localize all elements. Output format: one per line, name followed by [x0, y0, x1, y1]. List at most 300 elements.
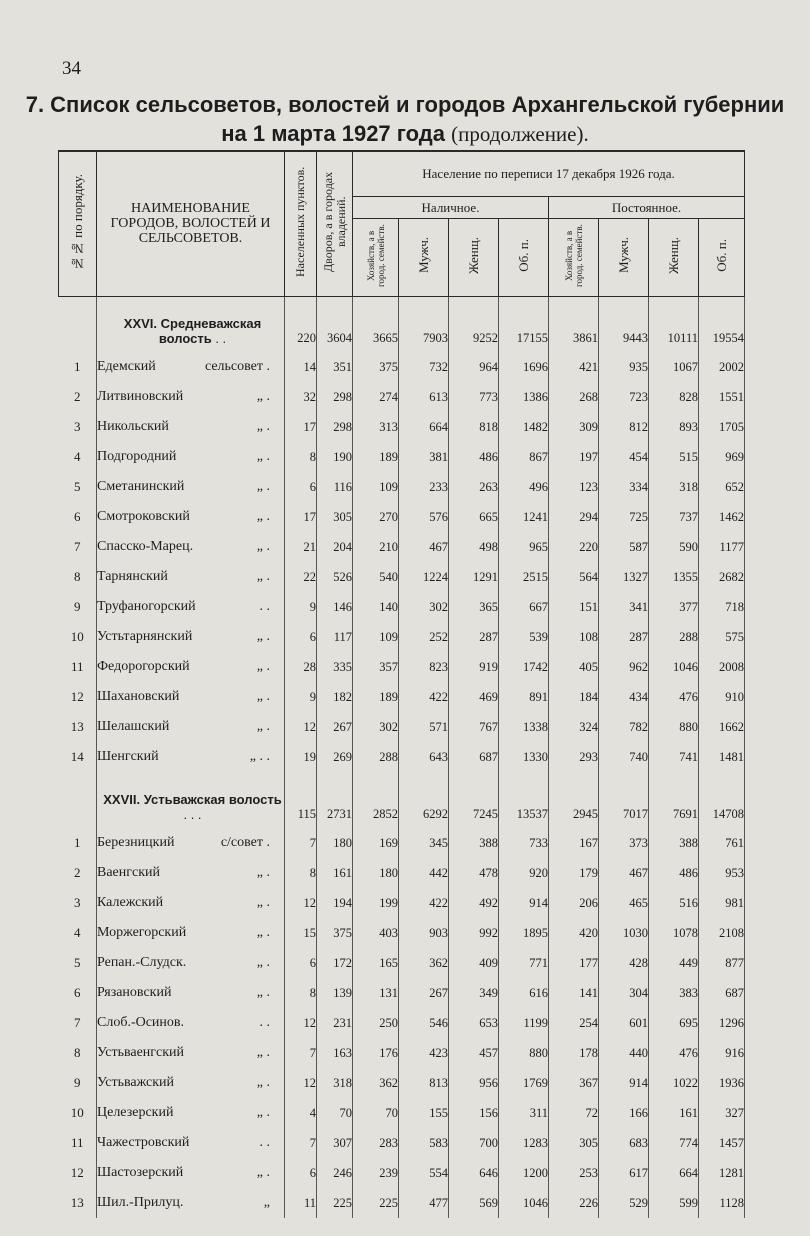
row-cell: 877: [699, 948, 745, 978]
row-cell: 309: [549, 412, 599, 442]
table-row: [59, 1098, 745, 1128]
page-number: 34: [62, 58, 81, 79]
row-cell: 117: [317, 622, 353, 652]
row-cell: 239: [353, 1158, 399, 1188]
row-index: 4: [74, 925, 81, 940]
row-cell: 992: [449, 918, 499, 948]
table-row: [59, 682, 745, 712]
section-index: [59, 772, 97, 828]
section-total-cell: 2731: [317, 772, 353, 828]
section-total-cell: 9252: [449, 296, 499, 352]
title-line-1: 7. Список сельсоветов, волостей и городов Архангельской губернии: [25, 92, 785, 117]
row-cell: 583: [399, 1128, 449, 1158]
row-name: Федорогорский „ .: [97, 652, 285, 682]
row-cell: 8: [285, 442, 317, 472]
row-cell: 700: [449, 1128, 499, 1158]
row-cell: 141: [549, 978, 599, 1008]
row-cell: 812: [599, 412, 649, 442]
row-cell: 761: [699, 828, 745, 858]
row-cell: 646: [449, 1158, 499, 1188]
section-total-cell: 3665: [353, 296, 399, 352]
row-index: 7: [74, 539, 81, 554]
row-cell: 269: [317, 742, 353, 772]
row-cell: 1936: [699, 1068, 745, 1098]
table-row: [59, 382, 745, 412]
row-cell: 1296: [699, 1008, 745, 1038]
row-cell: 421: [549, 352, 599, 382]
row-cell: 1742: [499, 652, 549, 682]
table-row: [59, 1038, 745, 1068]
row-cell: 2002: [699, 352, 745, 382]
row-cell: 732: [399, 352, 449, 382]
row-cell: 307: [317, 1128, 353, 1158]
row-cell: 131: [353, 978, 399, 1008]
row-cell: 767: [449, 712, 499, 742]
row-cell: 163: [317, 1038, 353, 1068]
row-cell: 302: [353, 712, 399, 742]
row-cell: 956: [449, 1068, 499, 1098]
row-cell: 695: [649, 1008, 699, 1038]
row-index: 12: [70, 689, 84, 704]
section-total-cell: 3604: [317, 296, 353, 352]
row-name: Шастозерский „ .: [97, 1158, 285, 1188]
table-row: [59, 978, 745, 1008]
row-index: 9: [74, 1075, 81, 1090]
row-cell: 250: [353, 1008, 399, 1038]
section-total-row: [59, 772, 745, 828]
row-cell: 919: [449, 652, 499, 682]
row-cell: 1128: [699, 1188, 745, 1218]
row-cell: 1462: [699, 502, 745, 532]
row-cell: 554: [399, 1158, 449, 1188]
row-cell: 914: [499, 888, 549, 918]
row-cell: 665: [449, 502, 499, 532]
row-name: Шенгский „ . .: [97, 742, 285, 772]
section-total-cell: 7017: [599, 772, 649, 828]
row-cell: 498: [449, 532, 499, 562]
row-cell: 367: [549, 1068, 599, 1098]
table-row: [59, 652, 745, 682]
row-cell: 683: [599, 1128, 649, 1158]
row-cell: 220: [549, 532, 599, 562]
row-cell: 576: [399, 502, 449, 532]
row-cell: 377: [649, 592, 699, 622]
row-cell: 9: [285, 592, 317, 622]
row-cell: 428: [599, 948, 649, 978]
row-cell: 180: [353, 858, 399, 888]
table-row: [59, 472, 745, 502]
row-cell: 1241: [499, 502, 549, 532]
row-cell: 1281: [699, 1158, 745, 1188]
row-cell: 11: [285, 1188, 317, 1218]
row-cell: 182: [317, 682, 353, 712]
row-cell: 2682: [699, 562, 745, 592]
header-households-present: Хозяйств, а в город. семейств.: [353, 218, 399, 296]
row-cell: 17: [285, 502, 317, 532]
row-cell: 267: [317, 712, 353, 742]
row-cell: 233: [399, 472, 449, 502]
table-row: [59, 1158, 745, 1188]
row-cell: 12: [285, 1068, 317, 1098]
table-row: [59, 562, 745, 592]
row-cell: 252: [399, 622, 449, 652]
row-cell: 935: [599, 352, 649, 382]
row-cell: 420: [549, 918, 599, 948]
row-cell: 206: [549, 888, 599, 918]
header-present: Наличное.: [353, 196, 549, 218]
table-row: [59, 352, 745, 382]
row-cell: 327: [699, 1098, 745, 1128]
row-name: Подгородний „ .: [97, 442, 285, 472]
row-cell: 652: [699, 472, 745, 502]
row-cell: 1551: [699, 382, 745, 412]
row-index: 12: [70, 1165, 84, 1180]
row-cell: 569: [449, 1188, 499, 1218]
row-cell: 823: [399, 652, 449, 682]
row-cell: 409: [449, 948, 499, 978]
row-cell: 962: [599, 652, 649, 682]
row-cell: 454: [599, 442, 649, 472]
row-name: Шахановский „ .: [97, 682, 285, 712]
row-cell: 381: [399, 442, 449, 472]
header-female-permanent: Женщ.: [649, 218, 699, 296]
row-cell: 1482: [499, 412, 549, 442]
row-cell: 109: [353, 472, 399, 502]
row-cell: 773: [449, 382, 499, 412]
row-cell: 813: [399, 1068, 449, 1098]
row-name: Устьтарнянский „ .: [97, 622, 285, 652]
row-name: Смотроковский „ .: [97, 502, 285, 532]
row-cell: 225: [353, 1188, 399, 1218]
section-total-cell: 220: [285, 296, 317, 352]
row-cell: 457: [449, 1038, 499, 1068]
row-name: Устьваенгский „ .: [97, 1038, 285, 1068]
row-cell: 540: [353, 562, 399, 592]
row-cell: 123: [549, 472, 599, 502]
row-cell: 231: [317, 1008, 353, 1038]
row-cell: 476: [649, 1038, 699, 1068]
row-cell: 28: [285, 652, 317, 682]
row-name: Шил.-Прилуц. „: [97, 1188, 285, 1218]
row-cell: 564: [549, 562, 599, 592]
row-cell: 287: [449, 622, 499, 652]
row-name: Ваенгский „ .: [97, 858, 285, 888]
row-cell: 166: [599, 1098, 649, 1128]
row-cell: 4: [285, 1098, 317, 1128]
row-cell: 7: [285, 828, 317, 858]
row-name: Рязановский „ .: [97, 978, 285, 1008]
section-total-cell: 2945: [549, 772, 599, 828]
row-cell: 516: [649, 888, 699, 918]
row-cell: 916: [699, 1038, 745, 1068]
header-female-present: Женщ.: [449, 218, 499, 296]
row-cell: 880: [649, 712, 699, 742]
row-cell: 1330: [499, 742, 549, 772]
row-cell: 139: [317, 978, 353, 1008]
row-cell: 6: [285, 948, 317, 978]
row-index: 5: [74, 479, 81, 494]
table-row: [59, 442, 745, 472]
row-cell: 263: [449, 472, 499, 502]
row-cell: 515: [649, 442, 699, 472]
row-cell: 1200: [499, 1158, 549, 1188]
row-cell: 268: [549, 382, 599, 412]
row-cell: 914: [599, 1068, 649, 1098]
section-total-cell: 17155: [499, 296, 549, 352]
row-cell: 969: [699, 442, 745, 472]
row-index: 3: [74, 419, 81, 434]
row-cell: 108: [549, 622, 599, 652]
row-cell: 351: [317, 352, 353, 382]
row-cell: 226: [549, 1188, 599, 1218]
row-cell: 6: [285, 622, 317, 652]
row-cell: 1067: [649, 352, 699, 382]
row-cell: 867: [499, 442, 549, 472]
row-cell: 335: [317, 652, 353, 682]
row-cell: 571: [399, 712, 449, 742]
section-index: [59, 296, 97, 352]
row-cell: 953: [699, 858, 745, 888]
row-cell: 32: [285, 382, 317, 412]
row-cell: 1386: [499, 382, 549, 412]
row-cell: 1224: [399, 562, 449, 592]
section-total-cell: 115: [285, 772, 317, 828]
row-cell: 434: [599, 682, 649, 712]
row-cell: 334: [599, 472, 649, 502]
row-cell: 288: [353, 742, 399, 772]
settlements-table: [58, 150, 745, 1218]
row-cell: 161: [649, 1098, 699, 1128]
row-cell: 526: [317, 562, 353, 592]
row-cell: 771: [499, 948, 549, 978]
row-cell: 161: [317, 858, 353, 888]
row-cell: 176: [353, 1038, 399, 1068]
row-cell: 529: [599, 1188, 649, 1218]
table-body: [59, 296, 745, 1218]
row-index: 10: [70, 629, 84, 644]
row-cell: 741: [649, 742, 699, 772]
row-cell: 2008: [699, 652, 745, 682]
row-index: 8: [74, 1045, 81, 1060]
row-cell: 288: [649, 622, 699, 652]
row-cell: 318: [649, 472, 699, 502]
row-cell: 246: [317, 1158, 353, 1188]
row-cell: 293: [549, 742, 599, 772]
row-cell: 388: [449, 828, 499, 858]
row-cell: 492: [449, 888, 499, 918]
row-cell: 467: [599, 858, 649, 888]
row-cell: 165: [353, 948, 399, 978]
section-total-cell: 6292: [399, 772, 449, 828]
row-cell: 189: [353, 442, 399, 472]
section-name: XXVI. Средневажская волость . .: [97, 296, 285, 352]
row-cell: 172: [317, 948, 353, 978]
table-row: [59, 1008, 745, 1038]
table-row: [59, 1188, 745, 1218]
row-cell: 477: [399, 1188, 449, 1218]
row-name: Слоб.-Осинов. . .: [97, 1008, 285, 1038]
table-row: [59, 742, 745, 772]
row-cell: 357: [353, 652, 399, 682]
row-cell: 197: [549, 442, 599, 472]
header-permanent: Постоянное.: [549, 196, 745, 218]
row-cell: 298: [317, 382, 353, 412]
row-cell: 349: [449, 978, 499, 1008]
row-cell: 476: [649, 682, 699, 712]
row-cell: 294: [549, 502, 599, 532]
row-cell: 465: [599, 888, 649, 918]
row-cell: 667: [499, 592, 549, 622]
row-cell: 21: [285, 532, 317, 562]
row-cell: 1078: [649, 918, 699, 948]
table-row: [59, 1128, 745, 1158]
table-row: [59, 948, 745, 978]
header-yards: Дворов, а в городах владений.: [317, 151, 353, 296]
row-cell: 177: [549, 948, 599, 978]
row-cell: 254: [549, 1008, 599, 1038]
row-name: Целезерский „ .: [97, 1098, 285, 1128]
row-name: Труфаногорский . .: [97, 592, 285, 622]
row-cell: 12: [285, 888, 317, 918]
row-cell: 774: [649, 1128, 699, 1158]
row-cell: 1895: [499, 918, 549, 948]
row-cell: 305: [317, 502, 353, 532]
row-index: 4: [74, 449, 81, 464]
header-index: №№ по порядку.: [59, 151, 97, 296]
row-cell: 893: [649, 412, 699, 442]
row-cell: 539: [499, 622, 549, 652]
table-row: [59, 412, 745, 442]
row-cell: 156: [449, 1098, 499, 1128]
row-cell: 725: [599, 502, 649, 532]
row-cell: 298: [317, 412, 353, 442]
row-cell: 184: [549, 682, 599, 712]
row-cell: 375: [317, 918, 353, 948]
row-cell: 587: [599, 532, 649, 562]
row-cell: 1481: [699, 742, 745, 772]
row-cell: 687: [699, 978, 745, 1008]
row-cell: 828: [649, 382, 699, 412]
row-name: Тарнянский „ .: [97, 562, 285, 592]
row-cell: 733: [499, 828, 549, 858]
row-cell: 167: [549, 828, 599, 858]
table-row: [59, 858, 745, 888]
row-cell: 274: [353, 382, 399, 412]
row-cell: 225: [317, 1188, 353, 1218]
row-cell: 305: [549, 1128, 599, 1158]
row-cell: 17: [285, 412, 317, 442]
table-header: [59, 151, 745, 296]
row-cell: 388: [649, 828, 699, 858]
row-cell: 910: [699, 682, 745, 712]
row-cell: 423: [399, 1038, 449, 1068]
row-cell: 469: [449, 682, 499, 712]
row-cell: 1338: [499, 712, 549, 742]
row-cell: 287: [599, 622, 649, 652]
row-name: Чажестровский . .: [97, 1128, 285, 1158]
row-cell: 194: [317, 888, 353, 918]
row-cell: 442: [399, 858, 449, 888]
row-cell: 19: [285, 742, 317, 772]
row-cell: 718: [699, 592, 745, 622]
row-cell: 109: [353, 622, 399, 652]
table-row: [59, 592, 745, 622]
row-cell: 7: [285, 1128, 317, 1158]
section-total-row: [59, 296, 745, 352]
row-cell: 1662: [699, 712, 745, 742]
table-row: [59, 502, 745, 532]
row-cell: 737: [649, 502, 699, 532]
row-cell: 1199: [499, 1008, 549, 1038]
row-cell: 486: [449, 442, 499, 472]
row-cell: 687: [449, 742, 499, 772]
row-cell: 1291: [449, 562, 499, 592]
row-index: 2: [74, 389, 81, 404]
row-cell: 179: [549, 858, 599, 888]
row-name: Сметанинский „ .: [97, 472, 285, 502]
row-cell: 617: [599, 1158, 649, 1188]
row-cell: 723: [599, 382, 649, 412]
row-name: Спасско-Марец. „ .: [97, 532, 285, 562]
row-cell: 14: [285, 352, 317, 382]
row-cell: 440: [599, 1038, 649, 1068]
header-households-permanent: Хозяйств, а в город. семейств.: [549, 218, 599, 296]
row-cell: 403: [353, 918, 399, 948]
row-cell: 8: [285, 978, 317, 1008]
row-cell: 601: [599, 1008, 649, 1038]
row-index: 13: [70, 719, 84, 734]
row-cell: 981: [699, 888, 745, 918]
row-cell: 15: [285, 918, 317, 948]
row-cell: 365: [449, 592, 499, 622]
table-row: [59, 888, 745, 918]
row-cell: 267: [399, 978, 449, 1008]
row-cell: 920: [499, 858, 549, 888]
row-index: 14: [70, 749, 84, 764]
row-cell: 283: [353, 1128, 399, 1158]
row-index: 11: [70, 659, 84, 674]
row-cell: 478: [449, 858, 499, 888]
row-name: Моржегорский „ .: [97, 918, 285, 948]
row-cell: 313: [353, 412, 399, 442]
row-cell: 1283: [499, 1128, 549, 1158]
row-name: Репан.-Слудск. „ .: [97, 948, 285, 978]
row-cell: 12: [285, 712, 317, 742]
row-cell: 782: [599, 712, 649, 742]
row-cell: 2515: [499, 562, 549, 592]
row-name: Березницкий с/совет .: [97, 828, 285, 858]
row-cell: 575: [699, 622, 745, 652]
row-index: 11: [70, 1135, 84, 1150]
page-title: [0, 90, 810, 149]
row-cell: 169: [353, 828, 399, 858]
row-cell: 903: [399, 918, 449, 948]
row-cell: 324: [549, 712, 599, 742]
row-cell: 345: [399, 828, 449, 858]
row-cell: 9: [285, 682, 317, 712]
row-cell: 616: [499, 978, 549, 1008]
row-cell: 1046: [499, 1188, 549, 1218]
header-male-present: Мужч.: [399, 218, 449, 296]
header-settlements: Населенных пунктов.: [285, 151, 317, 296]
section-total-cell: 7245: [449, 772, 499, 828]
row-cell: 422: [399, 888, 449, 918]
row-name: Калежский „ .: [97, 888, 285, 918]
row-cell: 664: [649, 1158, 699, 1188]
section-total-cell: 3861: [549, 296, 599, 352]
row-cell: 891: [499, 682, 549, 712]
table-row: [59, 622, 745, 652]
